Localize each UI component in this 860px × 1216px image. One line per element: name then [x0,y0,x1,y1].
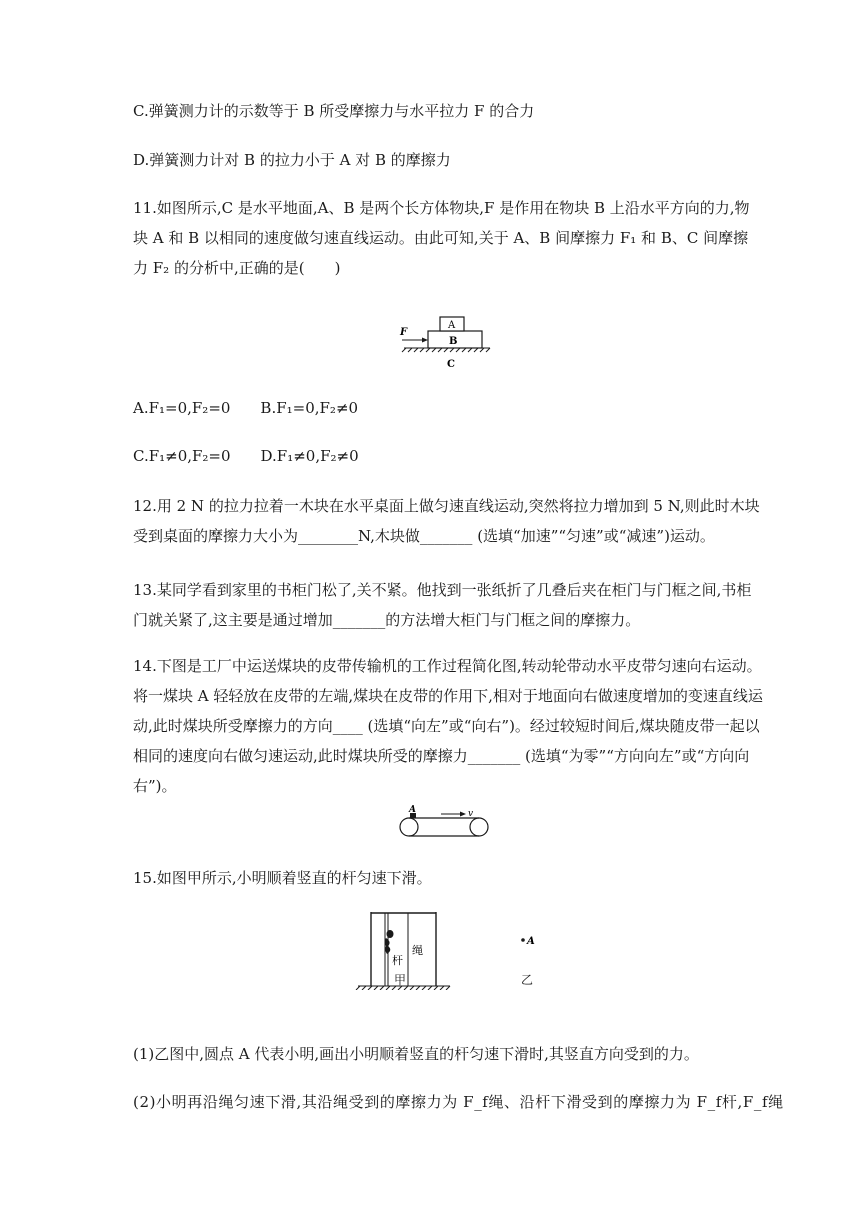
q10-option-c: C.弹簧测力计的示数等于 B 所受摩擦力与水平拉力 F 的合力 [133,102,535,120]
q15-stem: 15.如图甲所示,小明顺着竖直的杆匀速下滑。 [133,869,432,887]
label-c: C [447,359,455,370]
q11-stem: 11.如图所示,C 是水平地面,A、B 是两个长方体物块,F 是作用在物块 B 上沿水平方向的力,物块 A 和 B 以相同的速度做匀速直线运动。由此可知,关于 A、B 间摩擦力 F₁ 和 B、C 间摩擦力 F₂ 的分析中,正确的是( ) [133,199,750,277]
q14-stem: 14.下图是工厂中运送煤块的皮带传输机的工作过程简化图,转动轮带动水平皮带匀速向右运动。将一煤块 A 轻轻放在皮带的左端,煤块在皮带的作用下,相对于地面向右做速度增加的变速直线运动,此时煤块所受摩擦力的方向____ (选填“向左”或“向右”)。经过较短时间后,煤块随皮带一起以相同的速度向右做匀速运动,此时煤块所受的摩擦力_______ (选填“为零”“方向向左”或“方向向右”)。 [133,657,763,795]
q11-figure [396,312,496,374]
left-wheel [400,818,418,836]
q15-figure [352,908,542,990]
label-a: A [448,320,456,331]
q14-conveyor-figure [397,803,493,841]
caption-jia: 甲 [394,973,407,987]
q12-stem: 12.用 2 N 的拉力拉着一木块在水平桌面上做匀速直线运动,突然将拉力增加到 5 N,则此时木块受到桌面的摩擦力大小为________N,木块做_______ (选填“加速”“匀速”或“减速”)运动。 [133,497,760,545]
label-rope: 绳 [412,944,423,957]
caption-yi: 乙 [521,973,534,987]
q15-sub2: (2)小明再沿绳匀速下滑,其沿绳受到的摩擦力为 F_f绳、沿杆下滑受到的摩擦力为 F_f杆,F_f绳 [133,1093,784,1111]
label-rod: 杆 [392,954,403,967]
right-wheel [470,818,488,836]
q10-option-d: D.弹簧测力计对 B 的拉力小于 A 对 B 的摩擦力 [133,151,451,169]
label-point-a: A [527,936,535,947]
label-v: v [468,809,474,819]
q11-options-cd: C.F₁≠0,F₂=0 D.F₁≠0,F₂≠0 [133,447,359,465]
point-a [521,938,525,942]
q11-options-ab: A.F₁=0,F₂=0 B.F₁=0,F₂≠0 [133,399,359,417]
q13-stem: 13.某同学看到家里的书柜门松了,关不紧。他找到一张纸折了几叠后夹在柜门与门框之间,书柜门就关紧了,这主要是通过增加_______的方法增大柜门与门框之间的摩擦力。 [133,581,752,629]
person-climbing [385,930,394,954]
ground-hatch [402,348,490,352]
label-a: A [409,805,416,815]
label-f: F [400,327,408,338]
q15-sub1: (1)乙图中,圆点 A 代表小明,画出小明顺着竖直的杆匀速下滑时,其竖直方向受到的力。 [133,1045,699,1063]
label-b: B [449,336,458,347]
